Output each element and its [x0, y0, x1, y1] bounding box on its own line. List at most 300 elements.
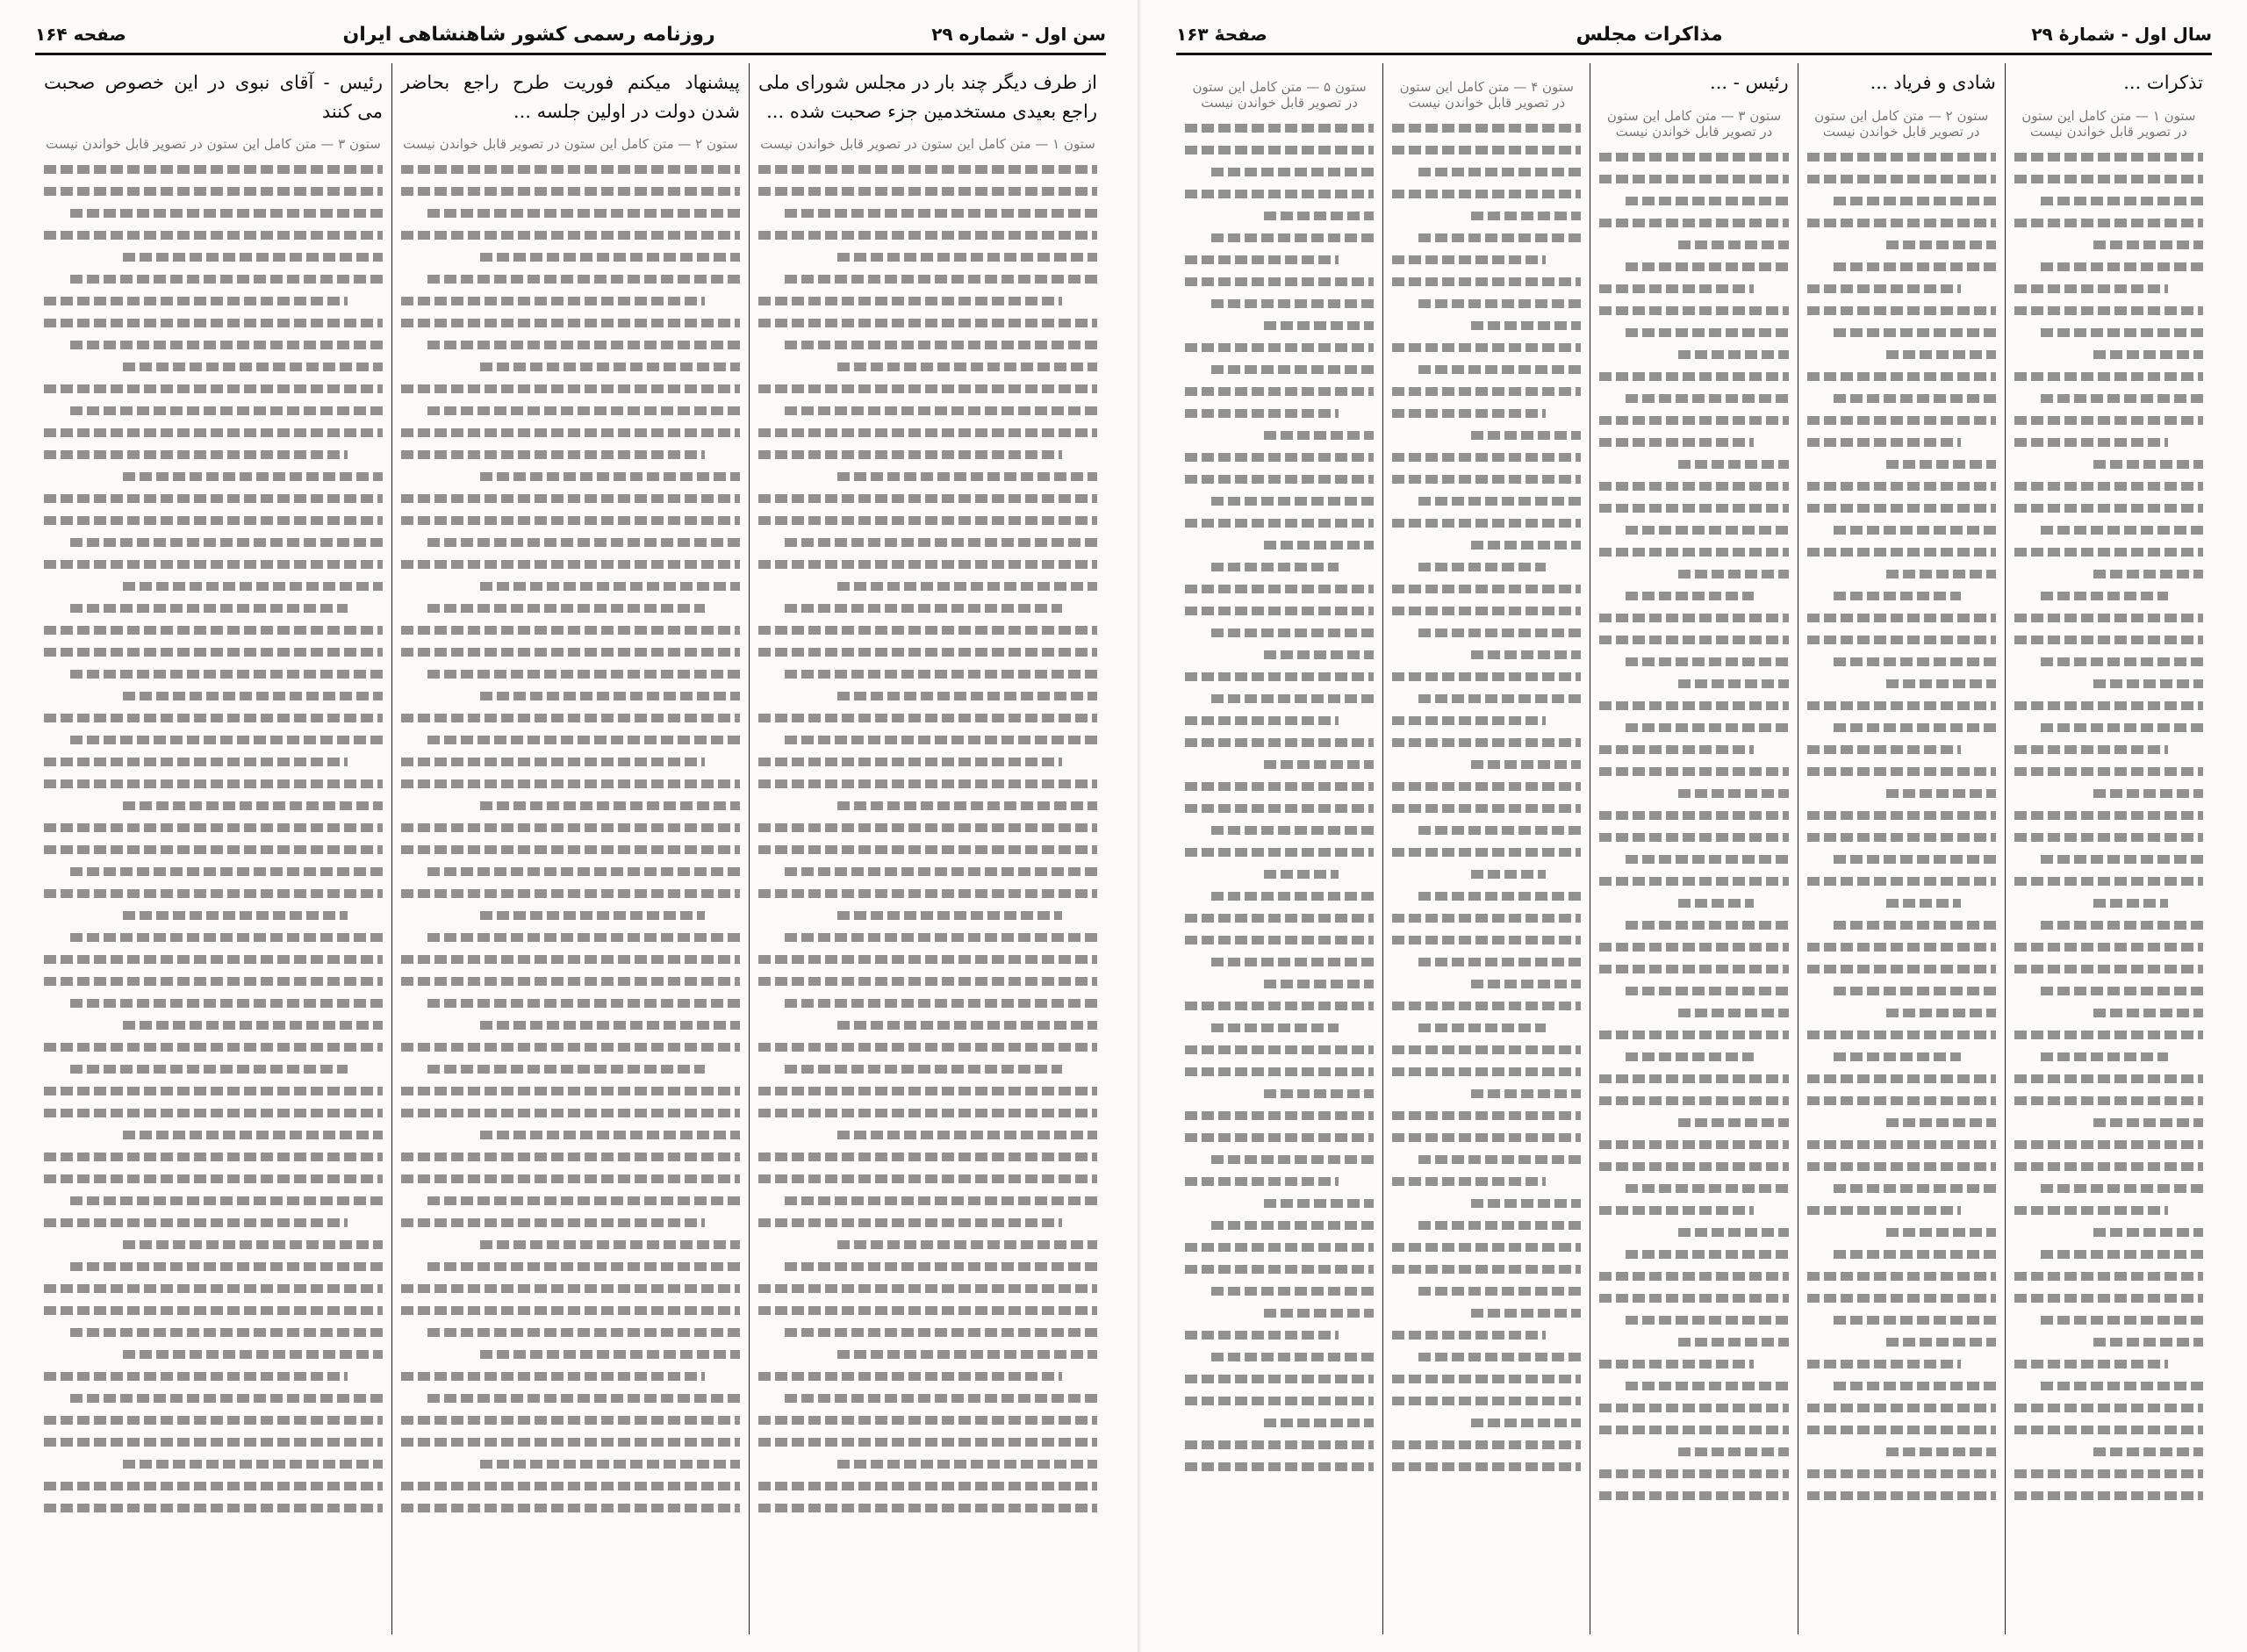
print-line [2041, 197, 2203, 205]
print-line [1678, 1447, 1788, 1456]
print-line [1599, 833, 1788, 842]
print-line [1886, 241, 1996, 249]
print-line [1418, 958, 1581, 966]
print-line [70, 670, 383, 679]
print-line [427, 604, 705, 613]
print-line [1626, 1316, 1788, 1325]
print-line [1807, 1469, 1996, 1478]
print-line [1886, 460, 1996, 469]
print-line [2014, 767, 2203, 776]
print-line [1185, 475, 1374, 484]
print-line [480, 1350, 740, 1359]
print-line [401, 297, 705, 305]
print-line [1599, 153, 1788, 162]
print-line [1807, 965, 1996, 973]
print-line [1807, 1272, 1996, 1281]
print-line [1211, 1353, 1374, 1361]
print-line [427, 406, 740, 415]
print-line [2014, 153, 2203, 162]
print-line [1392, 804, 1581, 813]
right-column-3-lines [1599, 153, 1788, 1500]
print-line [2041, 328, 2203, 337]
right-page-number: صفحهٔ ۱۶۳ [1176, 24, 1267, 45]
print-line [2014, 504, 2203, 513]
print-line [401, 1218, 705, 1227]
print-line [2014, 1469, 2203, 1478]
print-line [1599, 1031, 1788, 1039]
print-line [1185, 124, 1374, 133]
print-line [70, 736, 383, 744]
print-line [1392, 607, 1581, 615]
print-line [44, 165, 383, 174]
print-line [2093, 1338, 2203, 1347]
print-line [123, 1240, 383, 1249]
print-line [1392, 1133, 1581, 1142]
print-line [1834, 592, 1961, 600]
print-line [2014, 1272, 2203, 1281]
print-line [2041, 987, 2203, 995]
print-line [1392, 387, 1581, 396]
print-line [1834, 1052, 1961, 1061]
print-line [1185, 1462, 1374, 1471]
print-line [123, 472, 383, 481]
print-line [123, 692, 383, 700]
print-line [1211, 299, 1374, 308]
print-line [2041, 1316, 2203, 1325]
print-line [2014, 1140, 2203, 1149]
print-line [1185, 343, 1374, 352]
print-line [70, 999, 383, 1008]
print-line [1834, 921, 1996, 930]
print-line [837, 692, 1097, 700]
print-line [837, 1460, 1097, 1469]
print-line [1807, 438, 1961, 447]
print-line [1264, 1309, 1374, 1318]
print-line [2093, 1447, 2203, 1456]
print-line [1418, 1024, 1546, 1032]
print-line [1626, 657, 1788, 666]
print-line [44, 1438, 383, 1447]
print-line [1626, 921, 1788, 930]
print-line [427, 670, 740, 679]
print-line [1807, 416, 1996, 425]
print-line [1599, 504, 1788, 513]
print-line [758, 955, 1097, 964]
print-line [44, 494, 383, 503]
print-line [1807, 548, 1996, 557]
print-line [2093, 789, 2203, 798]
print-line [1264, 212, 1374, 220]
print-line [44, 1218, 348, 1227]
print-line [1392, 1243, 1581, 1252]
left-column-1 [750, 63, 1106, 1634]
print-line [1599, 614, 1788, 622]
print-line [1211, 892, 1374, 901]
print-line [1392, 1397, 1581, 1405]
print-line [1211, 497, 1374, 506]
print-line [1807, 636, 1996, 644]
print-line [1599, 965, 1788, 973]
print-line [1599, 175, 1788, 183]
print-line [480, 1240, 740, 1249]
print-line [44, 450, 348, 459]
print-line [1834, 855, 1996, 864]
print-line [427, 341, 740, 349]
print-line [1807, 482, 1996, 491]
print-line [1392, 190, 1581, 198]
print-line [1599, 1096, 1788, 1105]
print-line [44, 648, 383, 657]
print-line [401, 1504, 740, 1512]
print-line [44, 516, 383, 525]
print-line [1185, 387, 1374, 396]
left-column-2-text: پیشنهاد میکنم فوریت طرح راجع بحاضر شدن دولت در اولین جلسه ... [401, 72, 740, 122]
print-line [1471, 1419, 1581, 1427]
print-line [1418, 892, 1581, 901]
print-line [401, 823, 740, 832]
print-line [1185, 607, 1374, 615]
print-line [2093, 350, 2203, 359]
print-line [70, 341, 383, 349]
print-line [1807, 306, 1996, 315]
print-line [70, 604, 348, 613]
print-line [1392, 277, 1581, 286]
print-line [401, 626, 740, 635]
print-line [123, 1021, 383, 1030]
print-line [401, 1372, 705, 1381]
print-line [785, 1196, 1097, 1205]
print-line [44, 845, 383, 854]
print-line [1392, 453, 1581, 462]
left-page-title: روزنامه رسمی کشور شاهنشاهی ایران [342, 23, 715, 46]
print-line [2014, 614, 2203, 622]
print-line [1599, 1360, 1753, 1368]
print-line [1185, 914, 1374, 923]
left-column-3-text: رئیس - آقای نبوی در این خصوص صحبت می کنند [44, 72, 383, 122]
print-line [2093, 679, 2203, 688]
print-line [1599, 372, 1788, 381]
print-line [427, 209, 740, 218]
print-line [758, 1284, 1097, 1293]
print-line [480, 801, 740, 810]
print-line [1626, 197, 1788, 205]
print-line [2014, 1491, 2203, 1500]
print-line [1185, 804, 1374, 813]
print-line [1392, 1067, 1581, 1076]
print-line [2041, 262, 2203, 271]
print-line [758, 1372, 1062, 1381]
print-line [401, 494, 740, 503]
print-line [758, 714, 1097, 722]
print-line [123, 801, 383, 810]
print-line [1185, 782, 1374, 791]
print-line [758, 977, 1097, 986]
print-line [401, 758, 705, 766]
print-line [1392, 124, 1581, 133]
left-column-2-note: ستون ۲ — متن کامل این ستون در تصویر قابل خواندن نیست [403, 136, 738, 153]
print-line [758, 494, 1097, 503]
print-line [1807, 767, 1996, 776]
print-line [1626, 394, 1788, 403]
print-line [44, 889, 383, 898]
print-line [427, 867, 740, 876]
print-line [401, 231, 740, 240]
print-line [401, 1416, 740, 1425]
print-line [758, 319, 1097, 327]
print-line [1807, 1426, 1996, 1434]
print-line [44, 758, 348, 766]
print-line [1834, 723, 1996, 732]
print-line [1886, 789, 1996, 798]
print-line [785, 1262, 1097, 1271]
print-line [1185, 848, 1374, 857]
print-line [427, 275, 740, 284]
print-line [123, 582, 383, 591]
print-line [1185, 1397, 1374, 1405]
print-line [1599, 1426, 1788, 1434]
print-line [758, 516, 1097, 525]
print-line [1211, 694, 1374, 703]
print-line [2093, 1009, 2203, 1017]
right-column-3-text: رئیس - ... [1710, 72, 1789, 93]
print-line [1418, 628, 1581, 637]
print-line [1264, 1089, 1374, 1098]
print-line [480, 472, 740, 481]
print-line [785, 670, 1097, 679]
print-line [2014, 1162, 2203, 1171]
print-line [1678, 350, 1788, 359]
print-line [2041, 592, 2168, 600]
right-columns [1176, 63, 2212, 1634]
print-line [401, 955, 740, 964]
print-line [2014, 438, 2168, 447]
print-line [2014, 306, 2203, 315]
print-line [2014, 416, 2203, 425]
print-line [401, 319, 740, 327]
print-line [758, 648, 1097, 657]
print-line [1418, 299, 1581, 308]
print-line [1807, 745, 1961, 754]
print-line [758, 1109, 1097, 1117]
print-line [2014, 1294, 2203, 1303]
print-line [1599, 1206, 1753, 1215]
left-column-3-note: ستون ۳ — متن کامل این ستون در تصویر قابل خواندن نیست [46, 136, 381, 153]
print-line [1886, 1228, 1996, 1237]
print-line [1678, 460, 1788, 469]
print-line [1471, 1199, 1581, 1208]
print-line [1471, 870, 1546, 879]
print-line [1626, 328, 1788, 337]
print-line [2014, 372, 2203, 381]
print-line [1678, 899, 1753, 908]
print-line [44, 1174, 383, 1183]
print-line [480, 253, 740, 262]
print-line [1807, 1360, 1961, 1368]
print-line [1211, 826, 1374, 835]
print-line [1834, 197, 1996, 205]
print-line [1392, 255, 1546, 264]
print-line [480, 363, 740, 371]
print-line [1185, 1067, 1374, 1076]
print-line [1185, 716, 1339, 725]
print-line [2014, 1096, 2203, 1105]
print-line [1599, 219, 1788, 227]
print-line [2041, 394, 2203, 403]
right-column-2 [1798, 63, 2006, 1634]
print-line [1471, 650, 1581, 659]
print-line [785, 999, 1097, 1008]
right-column-4 [1383, 63, 1590, 1634]
print-line [1626, 1052, 1753, 1061]
print-line [1599, 767, 1788, 776]
print-line [758, 1218, 1062, 1227]
print-line [44, 779, 383, 788]
print-line [70, 1328, 383, 1337]
print-line [44, 187, 383, 196]
print-line [1211, 1287, 1374, 1296]
print-line [1626, 855, 1788, 864]
print-line [1185, 1331, 1339, 1340]
print-line [1834, 1382, 1996, 1390]
print-line [2041, 1250, 2203, 1259]
print-line [1834, 657, 1996, 666]
print-line [1599, 306, 1788, 315]
print-line [758, 1043, 1097, 1052]
print-line [785, 341, 1097, 349]
print-line [1392, 519, 1581, 528]
print-line [44, 384, 383, 393]
print-line [1599, 1162, 1788, 1171]
print-line [1599, 877, 1788, 886]
print-line [1392, 848, 1581, 857]
print-line [2014, 636, 2203, 644]
right-column-2-note: ستون ۲ — متن کامل این ستون در تصویر قابل خواندن نیست [1814, 107, 1989, 140]
print-line [785, 538, 1097, 547]
print-line [2041, 921, 2203, 930]
print-line [837, 363, 1097, 371]
print-line [1264, 431, 1374, 440]
print-line [1678, 1228, 1788, 1237]
print-line [401, 1306, 740, 1315]
print-line [1599, 1272, 1788, 1281]
print-line [401, 1438, 740, 1447]
print-line [70, 538, 383, 547]
print-line [1599, 811, 1788, 820]
print-line [1418, 497, 1581, 506]
left-column-1-lines [758, 165, 1097, 1512]
print-line [1599, 1140, 1788, 1149]
print-line [2014, 284, 2168, 293]
print-line [2041, 855, 2203, 864]
print-line [70, 1262, 383, 1271]
print-line [1392, 1177, 1546, 1186]
print-line [2093, 570, 2203, 578]
print-line [1807, 175, 1996, 183]
print-line [1599, 1469, 1788, 1478]
print-line [1678, 1118, 1788, 1127]
print-line [758, 450, 1062, 459]
print-line [1834, 262, 1996, 271]
print-line [1834, 1316, 1996, 1325]
print-line [427, 736, 740, 744]
print-line [1807, 219, 1996, 227]
print-line [1599, 1491, 1788, 1500]
right-column-3 [1590, 63, 1798, 1634]
right-column-4-note: ستون ۴ — متن کامل این ستون در تصویر قابل خواندن نیست [1399, 79, 1574, 111]
print-line [1886, 1118, 1996, 1127]
print-line [1392, 1462, 1581, 1471]
print-line [123, 363, 383, 371]
print-line [1392, 672, 1581, 681]
print-line [480, 1131, 740, 1139]
print-line [44, 1306, 383, 1315]
print-line [1211, 168, 1374, 176]
print-line [2041, 657, 2203, 666]
print-line [2014, 1426, 2203, 1434]
print-line [1185, 409, 1339, 418]
print-line [1185, 672, 1374, 681]
print-line [1185, 1243, 1374, 1252]
print-line [1834, 328, 1996, 337]
print-line [2014, 701, 2203, 710]
print-line [1211, 1221, 1374, 1230]
print-line [758, 1306, 1097, 1315]
print-line [1626, 262, 1788, 271]
print-line [1807, 1074, 1996, 1083]
print-line [837, 911, 1062, 920]
print-line [1185, 1133, 1374, 1142]
print-line [401, 1109, 740, 1117]
print-line [401, 560, 740, 569]
print-line [1392, 1440, 1581, 1449]
print-line [427, 1328, 740, 1337]
print-line [1678, 1009, 1788, 1017]
print-line [1626, 1382, 1788, 1390]
print-line [837, 582, 1097, 591]
print-line [785, 1394, 1097, 1403]
print-line [2014, 1404, 2203, 1412]
print-line [1807, 1096, 1996, 1105]
print-line [2014, 833, 2203, 842]
print-line [1418, 1155, 1581, 1164]
print-line [1185, 936, 1374, 945]
print-line [1185, 1002, 1374, 1010]
print-line [2014, 219, 2203, 227]
print-line [44, 1372, 348, 1381]
print-line [1678, 679, 1788, 688]
print-line [1626, 987, 1788, 995]
print-line [480, 911, 705, 920]
print-line [1599, 548, 1788, 557]
left-column-1-note: ستون ۱ — متن کامل این ستون در تصویر قابل خواندن نیست [760, 136, 1095, 153]
print-line [401, 1482, 740, 1490]
right-column-1-text: تذکرات ... [2123, 72, 2203, 93]
print-line [1834, 526, 1996, 535]
print-line [70, 1394, 383, 1403]
right-page [1141, 0, 2247, 1652]
print-line [44, 1087, 383, 1095]
print-line [427, 999, 740, 1008]
right-column-5-lines [1185, 124, 1374, 1471]
print-line [401, 889, 740, 898]
print-line [1392, 343, 1581, 352]
right-column-1-note: ستون ۱ — متن کامل این ستون در تصویر قابل خواندن نیست [2021, 107, 2196, 140]
print-line [1807, 701, 1996, 710]
print-line [401, 516, 740, 525]
print-line [1678, 241, 1788, 249]
print-line [427, 1394, 740, 1403]
print-line [44, 955, 383, 964]
